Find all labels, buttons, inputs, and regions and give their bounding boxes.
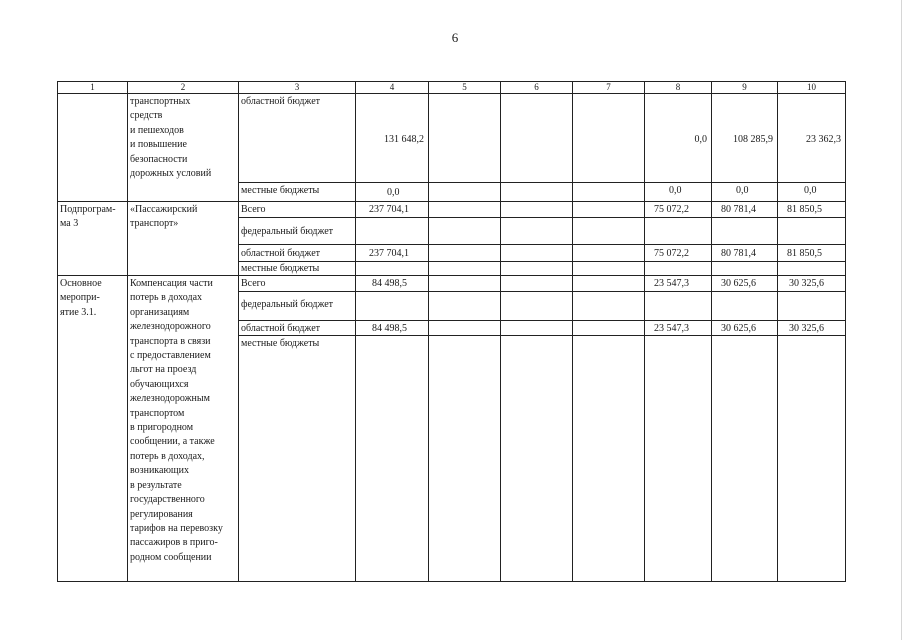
block-b-federal-col10 [777,217,845,244]
block-a-regional-col8: 0,0 [644,93,711,182]
block-b-source-regional: областной бюджет [238,244,355,261]
block-b-local-col7 [572,261,644,275]
block-c-source-regional: областной бюджет [238,320,355,335]
block-b-total-col9: 80 781,4 [711,201,777,217]
block-a-regional-col6 [500,93,572,182]
header-col-6: 6 [500,81,572,93]
block-b-regional-col5 [428,244,500,261]
block-c-source-total: Всего [238,275,355,291]
block-b-regional-col7 [572,244,644,261]
block-c-regional-col10: 30 325,6 [777,320,845,335]
block-b-federal-col5 [428,217,500,244]
page-number: 6 [451,30,459,45]
block-c-local-col7 [572,335,644,581]
block-a-local-col9: 0,0 [711,182,777,201]
block-c-regional-col8: 23 547,3 [644,320,711,335]
block-b-local-col10 [777,261,845,275]
block-c-source-federal: федеральный бюджет [238,291,355,320]
block-b-total-col7 [572,201,644,217]
block-b-regional-col6 [500,244,572,261]
block-a-regional-col9: 108 285,9 [711,93,777,182]
block-a-regional-col4: 131 648,2 [355,93,428,182]
block-b-federal-col6 [500,217,572,244]
block-b-total-col6 [500,201,572,217]
block-b-local-col9 [711,261,777,275]
block-b-federal-col7 [572,217,644,244]
block-b-source-local: местные бюджеты [238,261,355,275]
header-col-8: 8 [644,81,711,93]
block-c-regional-col9: 30 625,6 [711,320,777,335]
block-c-regional-col7 [572,320,644,335]
block-c-local-col5 [428,335,500,581]
header-col-3: 3 [238,81,355,93]
block-a-local-col4: 0,0 [355,182,428,201]
block-a-description: транспортных средств и пешеходов и повышение безопасности дорожных условий [127,93,238,201]
header-col-5: 5 [428,81,500,93]
table-right-border [845,81,846,582]
block-b-local-col6 [500,261,572,275]
header-col-4: 4 [355,81,428,93]
block-a-regional-col7 [572,93,644,182]
block-b-local-col5 [428,261,500,275]
block-b-description: «Пассажирский транспорт» [127,201,238,275]
block-a-local-col6 [500,182,572,201]
block-b-federal-col4 [355,217,428,244]
block-b-total-col10: 81 850,5 [777,201,845,217]
block-c-local-col4 [355,335,428,581]
block-c-activity: Основное меропри- ятие 3.1. [57,275,127,581]
block-c-federal-col9 [711,291,777,320]
header-col-2: 2 [127,81,238,93]
block-b-source-total: Всего [238,201,355,217]
block-c-regional-col6 [500,320,572,335]
block-b-regional-col9: 80 781,4 [711,244,777,261]
block-b-regional-col8: 75 072,2 [644,244,711,261]
block-c-federal-col5 [428,291,500,320]
block-c-total-col4: 84 498,5 [355,275,428,291]
block-c-total-col6 [500,275,572,291]
table-bottom-border [57,581,846,582]
block-c-federal-col6 [500,291,572,320]
block-b-total-col4: 237 704,1 [355,201,428,217]
block-b-local-col8 [644,261,711,275]
header-col-7: 7 [572,81,644,93]
block-a-regional-col5 [428,93,500,182]
block-b-source-federal: федеральный бюджет [238,217,355,244]
block-b-total-col8: 75 072,2 [644,201,711,217]
block-c-federal-col10 [777,291,845,320]
block-c-local-col8 [644,335,711,581]
block-c-local-col10 [777,335,845,581]
block-c-local-col6 [500,335,572,581]
block-c-total-col10: 30 325,6 [777,275,845,291]
header-col-10: 10 [777,81,845,93]
block-b-local-col4 [355,261,428,275]
block-b-regional-col10: 81 850,5 [777,244,845,261]
block-b-federal-col8 [644,217,711,244]
block-c-total-col7 [572,275,644,291]
header-col-1: 1 [57,81,127,93]
block-b-total-col5 [428,201,500,217]
block-c-regional-col4: 84 498,5 [355,320,428,335]
block-a-program-cell [57,93,127,201]
block-a-regional-col10: 23 362,3 [777,93,845,182]
block-c-local-col9 [711,335,777,581]
header-col-9: 9 [711,81,777,93]
block-a-source-local: местные бюджеты [238,182,355,201]
block-a-local-col8: 0,0 [644,182,711,201]
block-c-source-local: местные бюджеты [238,335,355,581]
block-b-federal-col9 [711,217,777,244]
block-c-federal-col7 [572,291,644,320]
block-c-description: Компенсация части потерь в доходах организациям железнодорожного транспорта в связи с предоставлением льгот на проезд обучающихся железнодорожным транспортом в пригородном сообщении, а также потерь в доходах, возникающих в результате государственного регулирования тарифов на перевозку пассажиров в приго- родном сообщении [127,275,238,581]
block-a-local-col5 [428,182,500,201]
block-c-total-col8: 23 547,3 [644,275,711,291]
block-a-local-col10: 0,0 [777,182,845,201]
block-c-federal-col4 [355,291,428,320]
block-c-regional-col5 [428,320,500,335]
block-a-local-col7 [572,182,644,201]
block-c-total-col5 [428,275,500,291]
block-c-total-col9: 30 625,6 [711,275,777,291]
block-c-federal-col8 [644,291,711,320]
block-b-regional-col4: 237 704,1 [355,244,428,261]
block-a-source-regional: областной бюджет [238,93,355,182]
block-b-subprogram: Подпрограм- ма 3 [57,201,127,275]
